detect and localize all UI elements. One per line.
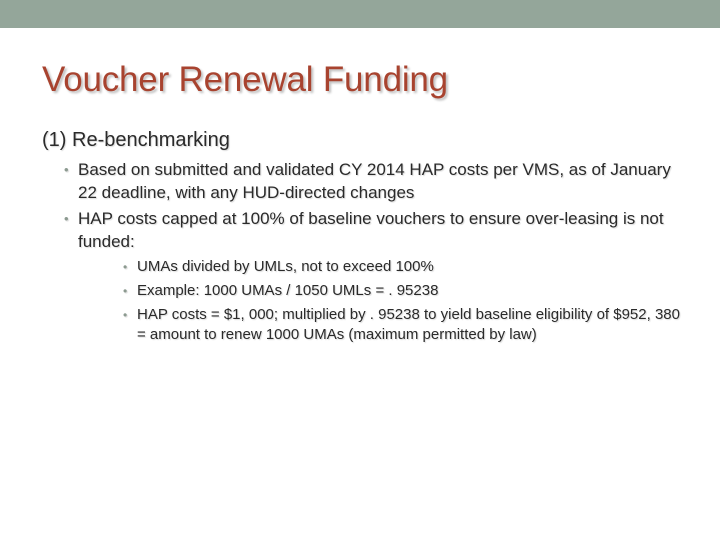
bullet-dot-icon: • — [64, 162, 69, 177]
section-heading: (1) Re-benchmarking — [42, 129, 230, 151]
sub-bullet-dot-icon: • — [123, 260, 128, 274]
slide-content — [42, 128, 692, 349]
bullet-text: Based on submitted and validated CY 2014 HAP costs per VMS, as of January 22 deadline, with any HUD-directed changes — [78, 160, 671, 202]
sub-bullet-text: UMAs divided by UMLs, not to exceed 100% — [137, 258, 434, 275]
bullet-dot-icon: • — [64, 211, 69, 226]
bullet-item — [42, 158, 692, 204]
top-decorative-band — [0, 0, 720, 28]
sub-bullet-dot-icon: • — [123, 284, 128, 298]
bullet-item — [42, 207, 692, 345]
bullet-text: HAP costs capped at 100% of baseline vouchers to ensure over-leasing is not funded: — [78, 209, 664, 251]
sub-bullet-text: HAP costs = $1, 000; multiplied by . 95238 to yield baseline eligibility of $952, 380 = amount to renew 1000 UMAs (maximum permitted by law) — [137, 306, 680, 343]
slide-title: Voucher Renewal Funding — [42, 60, 448, 99]
bullet-list — [42, 158, 692, 345]
sub-bullet-item — [78, 257, 692, 277]
sub-bullet-item — [78, 281, 692, 301]
sub-bullet-text: Example: 1000 UMAs / 1050 UMLs = . 95238 — [137, 282, 439, 299]
sub-bullet-item — [78, 305, 692, 345]
sub-bullet-dot-icon: • — [123, 308, 128, 322]
sub-bullet-list — [78, 257, 692, 345]
